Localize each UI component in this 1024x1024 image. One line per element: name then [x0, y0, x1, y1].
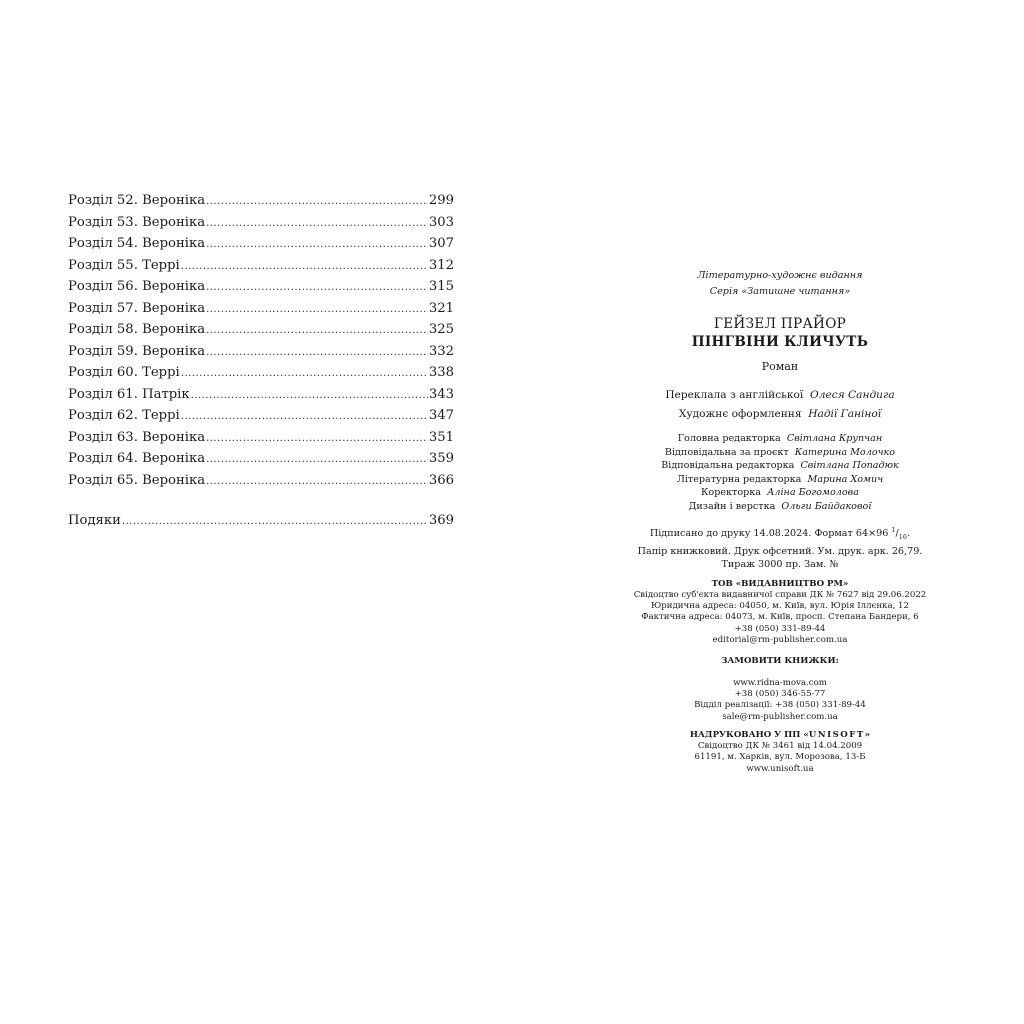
publisher-phone: +38 (050) 331-89-44 [734, 623, 826, 634]
toc-title: Розділ 63. Вероніка [68, 429, 206, 445]
toc-page: 299 [428, 193, 454, 208]
paper-line: Папір книжковий. Друк офсетний. Ум. друк. арк. 26,79. [637, 545, 923, 557]
toc-leader [206, 325, 428, 336]
toc-page: 321 [428, 300, 454, 316]
toc-row-58 [68, 322, 454, 344]
toc-page: 351 [428, 429, 454, 445]
toc-title: Розділ 58. Вероніка [68, 322, 206, 337]
staff-line [610, 446, 950, 460]
staff-name: Світлана Крупчан [786, 433, 883, 444]
toc-title: Подяки [68, 513, 121, 528]
staff-name: Світлана Попадюк [800, 460, 899, 471]
toc-row-56 [68, 279, 454, 301]
toc-leader [181, 411, 428, 422]
credit-role: Художнє оформлення [678, 408, 802, 420]
staff-line [610, 432, 950, 446]
toc-row-62 [68, 408, 454, 430]
print-run-line: Тираж 3000 пр. Зам. № [721, 559, 839, 571]
toc-page: 303 [428, 214, 454, 230]
toc-page: 325 [428, 322, 454, 337]
toc-title: Розділ 65. Вероніка [68, 472, 206, 488]
toc-row-55 [68, 258, 454, 280]
design-credit [610, 405, 950, 424]
staff-name: Аліна Богомолова [767, 487, 859, 498]
toc-title: Розділ 59. Вероніка [68, 343, 206, 359]
staff-role: Коректорка [701, 487, 761, 498]
publisher-email: editorial@rm-publisher.com.ua [712, 635, 848, 646]
toc-title: Розділ 52. Вероніка [68, 193, 206, 208]
toc-leader [122, 516, 428, 527]
toc-page: 315 [428, 279, 454, 294]
staff-role: Відповідальна редакторка [661, 460, 795, 471]
toc-page: 338 [428, 365, 454, 380]
toc-row-64 [68, 451, 454, 473]
toc-leader [206, 433, 428, 444]
credit-role: Переклала з англійської [665, 389, 804, 401]
toc-row-52 [68, 193, 454, 215]
toc-row-59 [68, 344, 454, 366]
order-phone: +38 (050) 346-55-77 [734, 688, 826, 699]
toc-leader [206, 454, 428, 465]
staff-name: Ольги Байдакової [781, 500, 872, 512]
toc-title: Розділ 55. Террі [68, 257, 180, 273]
toc-title: Розділ 56. Вероніка [68, 279, 206, 294]
toc-row-acknowledgements [68, 513, 454, 535]
staff-name: Катерина Молочко [794, 446, 896, 458]
toc-page: 369 [428, 513, 454, 528]
signed-text: Підписано до друку 14.08.2024. Формат 64×96 [649, 528, 889, 540]
author-name: ГЕЙЗЕЛ ПРАЙОР [713, 316, 847, 332]
genre: Роман [761, 360, 799, 373]
printer-brand: UNISOFT [808, 729, 865, 740]
publisher-legal-address: Юридична адреса: 04050, м. Київ, вул. Юрія Іллєнка, 12 [651, 601, 909, 612]
publisher-name: ТОВ «ВИДАВНИЦТВО РМ» [711, 578, 849, 589]
toc-page: 307 [428, 236, 454, 251]
toc-leader [206, 239, 428, 250]
order-heading: ЗАМОВИТИ КНИЖКИ: [721, 656, 839, 667]
imprint-block [610, 268, 950, 775]
toc-page: 359 [428, 451, 454, 466]
toc-leader [181, 261, 428, 272]
toc-title: Розділ 54. Вероніка [68, 236, 206, 251]
toc-leader [206, 196, 428, 207]
staff-line [610, 500, 950, 514]
printer-suffix: » [864, 729, 871, 740]
staff-line [610, 486, 950, 500]
staff-role: Дизайн і верстка [688, 500, 776, 512]
signed-suffix: . [907, 528, 911, 540]
toc-leader [206, 476, 428, 487]
toc-leader [206, 304, 428, 315]
toc-page: 366 [428, 472, 454, 488]
credit-name: Олеся Сандига [810, 389, 895, 401]
staff-role: Головна редакторка [677, 433, 781, 444]
series-name: Серія «Затишне читання» [709, 286, 851, 297]
toc-page: 332 [428, 343, 454, 359]
toc-page: 343 [428, 386, 454, 402]
toc-leader [191, 390, 428, 401]
staff-line [610, 473, 950, 487]
toc-title: Розділ 62. Террі [68, 408, 180, 423]
printer-address: 61191, м. Харків, вул. Морозова, 13-Б [694, 752, 866, 763]
toc-page: 347 [428, 408, 454, 423]
toc-row-60 [68, 365, 454, 387]
toc-title: Розділ 60. Террі [68, 365, 180, 380]
publisher-certificate: Свідоцтво суб'єкта видавничої справи ДК № 7627 від 29.06.2022 [633, 589, 927, 600]
toc-row-63 [68, 430, 454, 452]
toc-title: Розділ 64. Вероніка [68, 451, 206, 466]
sales-email: sale@rm-publisher.com.ua [722, 711, 838, 722]
toc-row-53 [68, 215, 454, 237]
edition-type: Літературно-художнє видання [697, 270, 863, 281]
format-numerator: 1 [891, 526, 896, 534]
toc-row-57 [68, 301, 454, 323]
staff-role: Відповідальна за проєкт [664, 446, 789, 458]
toc-leader [206, 282, 428, 293]
translation-credit [610, 386, 950, 405]
toc-title: Розділ 57. Вероніка [68, 300, 206, 316]
staff-name: Марина Хомич [807, 473, 884, 485]
sales-phone: Відділ реалізації: +38 (050) 331-89-44 [694, 700, 866, 711]
format-denominator: 16 [898, 533, 908, 542]
printer-heading [610, 730, 950, 741]
book-title: ПІНГВІНИ КЛИЧУТЬ [691, 334, 869, 350]
staff-role: Літературна редакторка [676, 473, 802, 485]
toc-leader [181, 368, 428, 379]
toc-row-61 [68, 387, 454, 409]
toc-row-65 [68, 473, 454, 495]
order-website: www.ridna-mova.com [733, 677, 827, 688]
toc-page: 312 [428, 257, 454, 273]
printer-certificate: Свідоцтво ДК № 3461 від 14.04.2009 [697, 741, 863, 752]
table-of-contents [68, 193, 454, 535]
toc-spacer [68, 494, 454, 513]
credit-name: Надії Ганіної [808, 408, 882, 420]
publisher-actual-address: Фактична адреса: 04073, м. Київ, просп. Степана Бандери, 6 [641, 612, 919, 623]
toc-title: Розділ 53. Вероніка [68, 214, 206, 230]
printer-website: www.unisoft.ua [746, 763, 814, 774]
toc-title: Розділ 61. Патрік [68, 386, 190, 402]
toc-row-54 [68, 236, 454, 258]
toc-leader [206, 347, 428, 358]
print-signed-line: Підписано до друку 14.08.2024. Формат 64×96 $^1/_{16}$. [649, 526, 911, 542]
staff-line [610, 459, 950, 473]
printer-prefix: НАДРУКОВАНО У ПП « [689, 729, 809, 740]
toc-leader [206, 218, 428, 229]
